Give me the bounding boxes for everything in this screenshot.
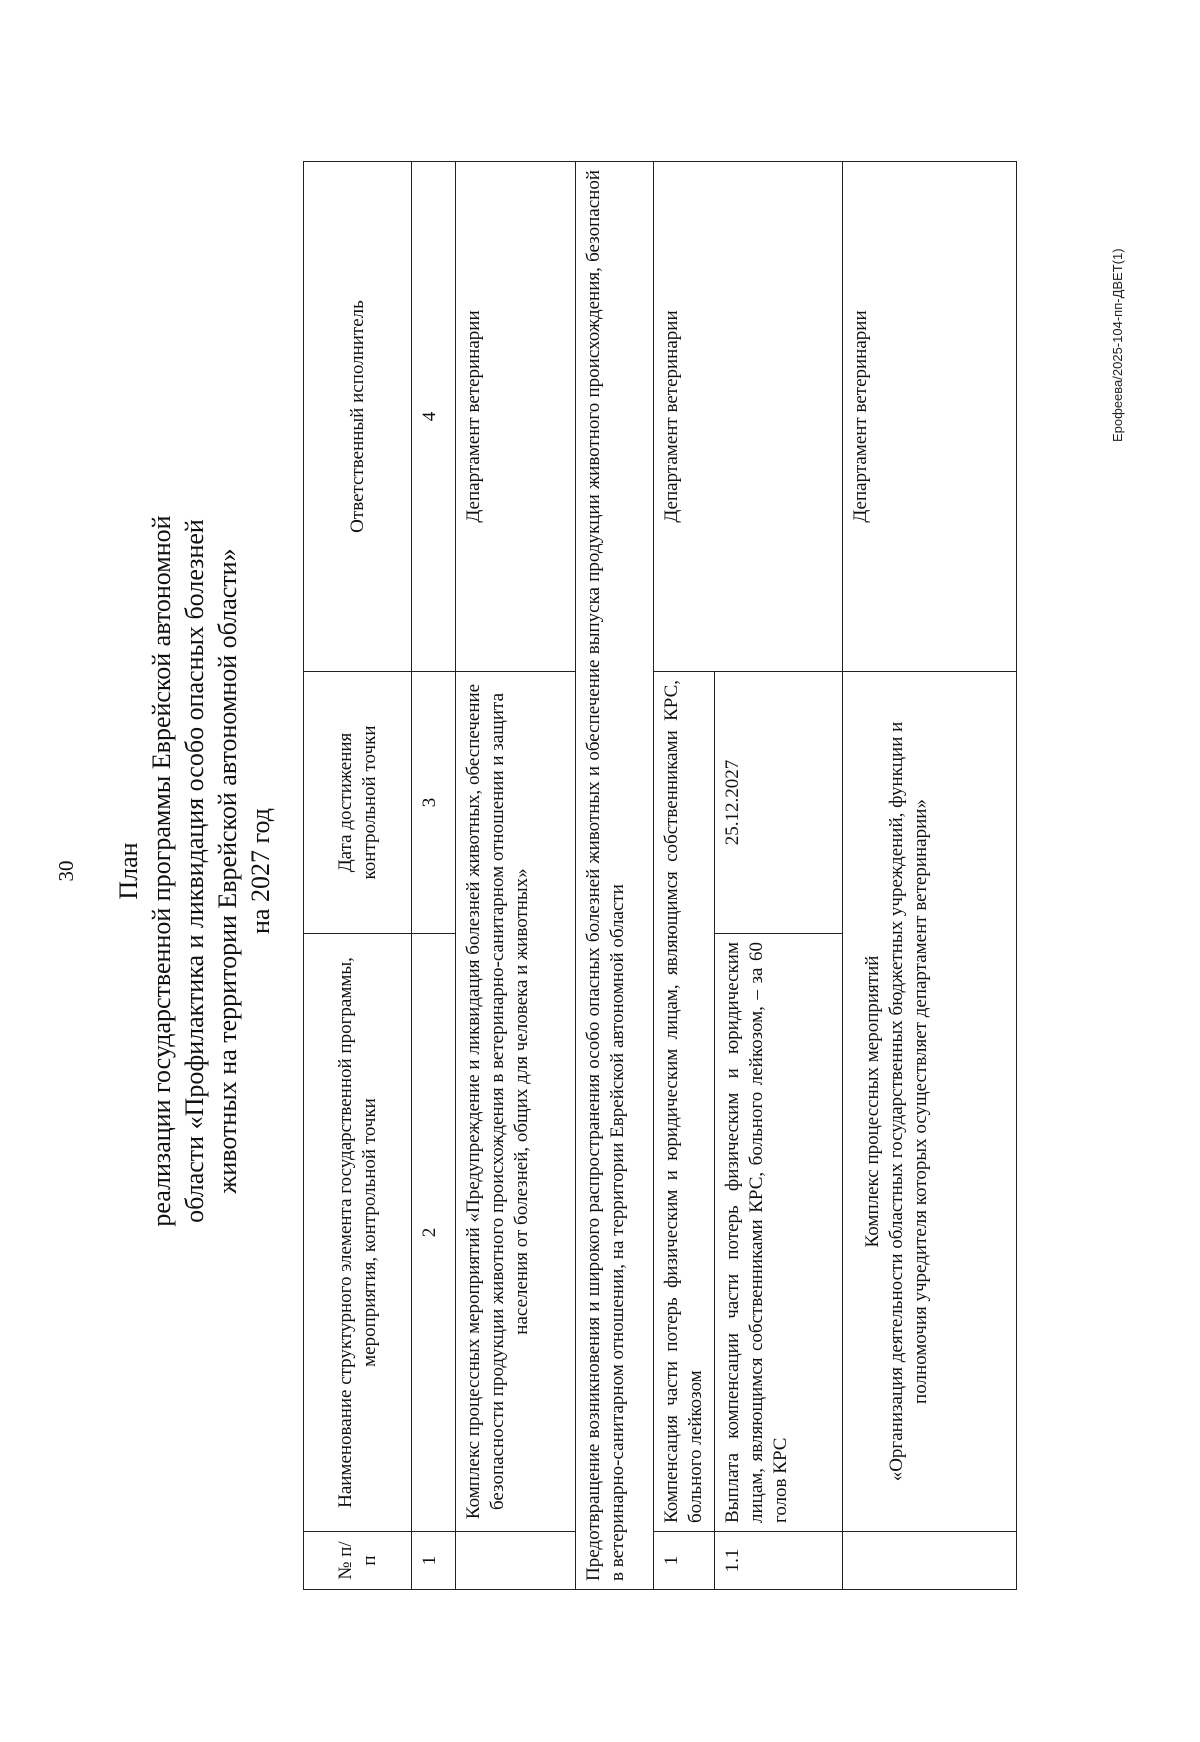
- complex2-num: [843, 1532, 1017, 1590]
- header-num: № п/п: [304, 1532, 412, 1590]
- col-number-3: 3: [412, 672, 456, 934]
- title-line-4: животных на территории Еврейской автономной области»: [213, 548, 242, 1194]
- point11-text: Выплата компенсации части потерь физическим и юридическим лицам, являющимся собственниками КРС, больного лейкозом, – за 60 голов КРС: [715, 934, 843, 1532]
- column-number-row: [412, 162, 456, 1590]
- complex2-row: [843, 162, 1017, 1590]
- title-line-1: План: [114, 842, 143, 900]
- header-name: Наименование структурного элемента государственной программы, мероприятия, контрольной точки: [304, 934, 412, 1532]
- task1-executor: Департамент ветеринарии: [654, 162, 843, 672]
- task1-num: 1: [654, 1532, 715, 1590]
- document-registration-id: Ерофеева/2025-104-пп-ДВЕТ(1): [1110, 248, 1125, 442]
- goal-text: Предотвращение возникновения и широкого распространения особо опасных болезней животных и обеспечение выпуска продукции животного происхождения, безопасной в ветеринарно-санитарном отношении, на территории Еврейской автономной области: [576, 162, 654, 1590]
- complex1-row: [456, 162, 576, 1590]
- plan-table: [303, 161, 1017, 1590]
- task1-text: Компенсация части потерь физическим и юридическим лицам, являющимся собственниками КРС, больного лейкозом: [654, 672, 715, 1532]
- point11-date: 25.12.2027: [715, 672, 843, 934]
- header-row: [304, 162, 412, 1590]
- col-number-1: 1: [412, 1532, 456, 1590]
- title-line-5: на 2027 год: [246, 808, 275, 934]
- header-date: Дата достижения контрольной точки: [304, 672, 412, 934]
- complex2-text: [843, 672, 1017, 1532]
- point11-num: 1.1: [715, 1532, 843, 1590]
- title-line-3: области «Профилактика и ликвидация особо опасных болезней: [180, 519, 209, 1223]
- page-number: 30: [54, 860, 78, 882]
- goal-row: [576, 162, 654, 1590]
- col-number-2: 2: [412, 934, 456, 1532]
- title-line-2: реализации государственной программы Еврейской автономной: [147, 515, 176, 1227]
- document-title: [112, 0, 277, 1742]
- complex2-line-1: Комплекс процессных мероприятий: [862, 955, 883, 1248]
- complex1-text: Комплекс процессных мероприятий «Предупреждение и ликвидация болезней животных, обеспечение безопасности продукции животного происхождения в ветеринарно-санитарном отношении и защита населения от болезней, общих для человека и животных»: [456, 672, 576, 1532]
- col-number-4: 4: [412, 162, 456, 672]
- complex2-line-2: «Организация деятельности областных государственных бюджетных учреждений, функции и полномочия учредителя которых осуществляет департамент ветеринарии»: [886, 721, 931, 1482]
- complex2-executor: Департамент ветеринарии: [843, 162, 1017, 672]
- task1-row: [654, 162, 715, 1590]
- header-executor: Ответственный исполнитель: [304, 162, 412, 672]
- complex1-executor: Департамент ветеринарии: [456, 162, 576, 672]
- complex1-num: [456, 1532, 576, 1590]
